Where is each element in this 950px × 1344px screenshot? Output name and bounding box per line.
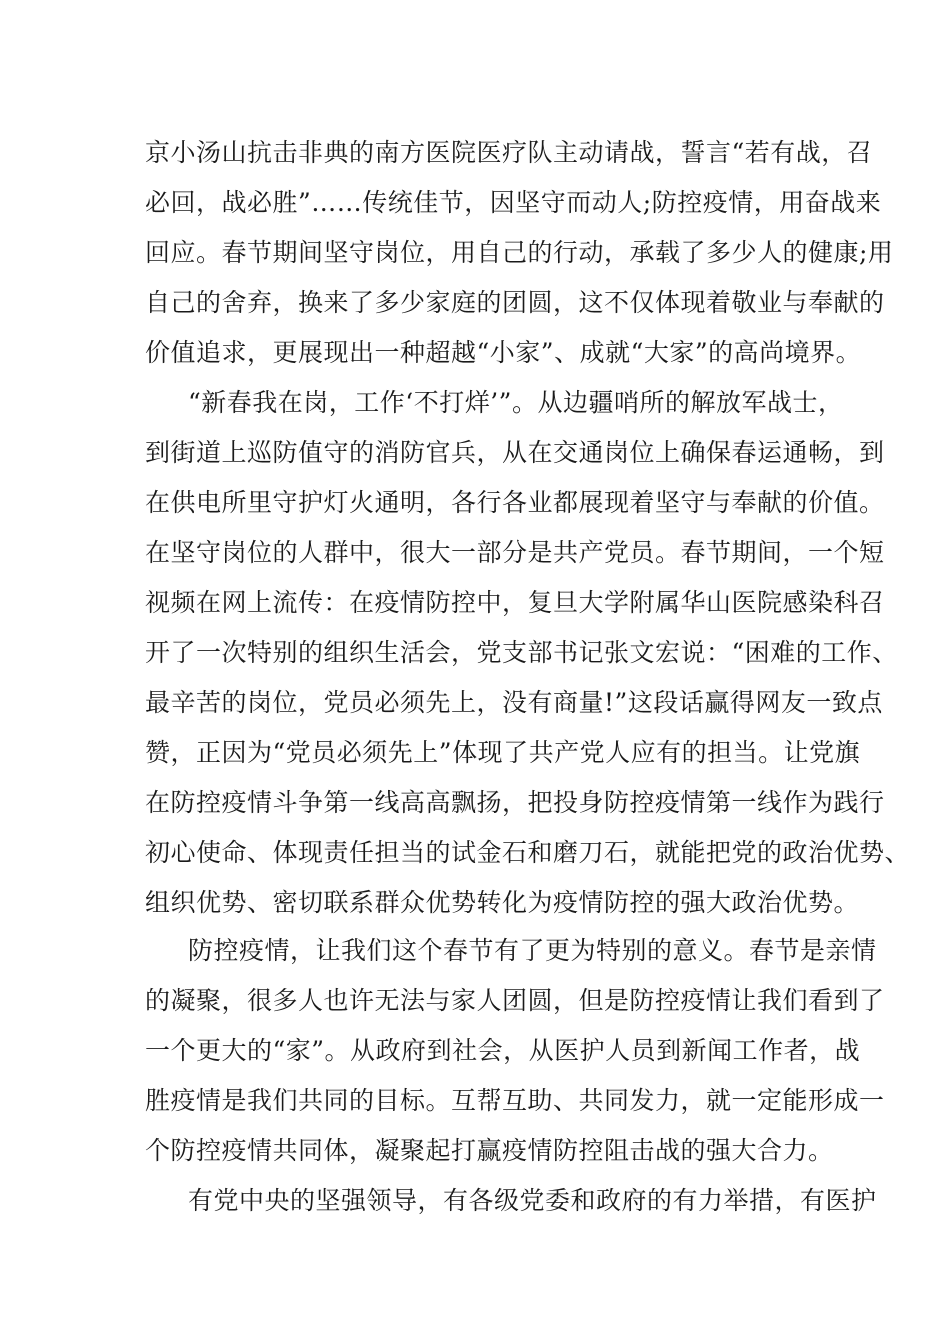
text-line: 自己的舍弃，换来了多少家庭的团圆，这不仅体现着敬业与奉献的	[145, 288, 885, 317]
text-line: 回应。春节期间坚守岗位，用自己的行动，承载了多少人的健康;用	[145, 238, 894, 267]
paragraph-start-line: “新春我在岗，工作‘不打烊’”。从边疆哨所的解放军战士，	[188, 388, 844, 417]
text-line: 赞，正因为“党员必须先上”体现了共产党人应有的担当。让党旗	[145, 738, 861, 767]
text-line: 在供电所里守护灯火通明，各行各业都展现着坚守与奉献的价值。	[145, 488, 885, 517]
paragraph-start-line: 有党中央的坚强领导，有各级党委和政府的有力举措，有医护	[188, 1186, 877, 1215]
text-line: 最辛苦的岗位，党员必须先上，没有商量!”这段话赢得网友一致点	[145, 688, 883, 717]
text-line: 个防控疫情共同体，凝聚起打赢疫情防控阻击战的强大合力。	[145, 1136, 834, 1165]
text-line: 一个更大的“家”。从政府到社会，从医护人员到新闻工作者，战	[145, 1036, 861, 1065]
text-line: 在防控疫情斗争第一线高高飘扬，把投身防控疫情第一线作为践行	[145, 788, 885, 817]
text-line: 的凝聚，很多人也许无法与家人团圆，但是防控疫情让我们看到了	[145, 986, 885, 1015]
text-line: 初心使命、体现责任担当的试金石和磨刀石，就能把党的政治优势、	[145, 838, 911, 867]
text-line: 开了一次特别的组织生活会，党支部书记张文宏说：“困难的工作、	[145, 638, 898, 667]
text-line: 在坚守岗位的人群中，很大一部分是共产党员。春节期间，一个短	[145, 538, 885, 567]
text-line: 组织优势、密切联系群众优势转化为疫情防控的强大政治优势。	[145, 888, 860, 917]
text-line: 价值追求，更展现出一种超越“小家”、成就“大家”的高尚境界。	[145, 338, 862, 367]
text-line: 必回，战必胜”……传统佳节，因坚守而动人;防控疫情，用奋战来	[145, 188, 882, 217]
text-line: 京小汤山抗击非典的南方医院医疗队主动请战，誓言“若有战，召	[145, 138, 873, 167]
text-line: 到街道上巡防值守的消防官兵，从在交通岗位上确保春运通畅，到	[145, 438, 885, 467]
text-line: 视频在网上流传：在疫情防控中，复旦大学附属华山医院感染科召	[145, 588, 885, 617]
paragraph-start-line: 防控疫情，让我们这个春节有了更为特别的意义。春节是亲情	[188, 936, 877, 965]
text-line: 胜疫情是我们共同的目标。互帮互助、共同发力，就一定能形成一	[145, 1086, 885, 1115]
